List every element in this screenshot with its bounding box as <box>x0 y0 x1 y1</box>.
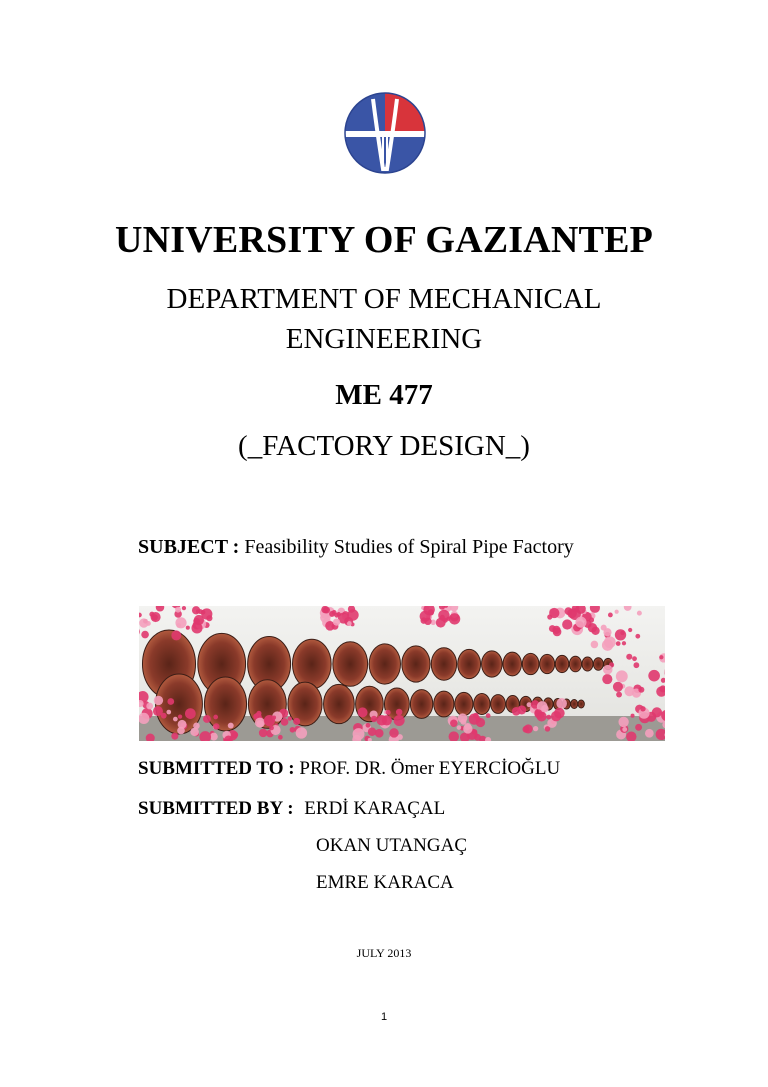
pipe-end <box>522 653 539 674</box>
blossom <box>394 715 405 726</box>
pipe-end <box>324 684 355 723</box>
blossom <box>332 610 337 615</box>
page-number: 1 <box>380 1011 388 1023</box>
blossom <box>290 727 296 733</box>
blossom <box>486 713 491 718</box>
blossom <box>549 608 559 618</box>
blossom <box>616 692 622 698</box>
blossom <box>185 708 196 719</box>
pipe-end <box>288 682 322 726</box>
blossom <box>603 665 613 675</box>
blossom <box>517 705 526 714</box>
blossom <box>635 634 640 639</box>
blossom <box>358 707 368 717</box>
blossom <box>190 727 199 736</box>
blossom <box>171 630 181 640</box>
blossom <box>166 710 171 715</box>
blossom <box>608 613 613 618</box>
blossom <box>640 706 645 711</box>
blossom <box>618 717 628 727</box>
pipe-end <box>482 651 503 677</box>
blossom <box>255 718 265 728</box>
pipe-end <box>474 694 490 715</box>
pipe-end <box>410 690 432 719</box>
department-line-2: ENGINEERING <box>285 323 483 355</box>
submitted-to-name: PROF. DR. Ömer EYERCİOĞLU <box>299 758 561 779</box>
pipe-end <box>491 695 506 714</box>
blossom <box>264 715 275 726</box>
blossom <box>556 698 567 709</box>
university-logo <box>343 91 427 175</box>
pipe-end <box>369 644 400 684</box>
blossom <box>178 715 182 719</box>
blossom <box>146 703 153 710</box>
blossom <box>213 723 219 729</box>
blossom <box>458 713 467 722</box>
blossom <box>171 733 178 740</box>
blossom <box>194 615 204 625</box>
report-date: JULY 2013 <box>356 946 412 960</box>
subject-block <box>138 532 608 562</box>
blossom <box>659 655 663 659</box>
spiral-pipe-photo <box>139 606 665 741</box>
team-member-1: ERDİ KARAÇAL <box>304 798 446 819</box>
blossom <box>645 729 654 738</box>
blossom <box>631 714 635 718</box>
team-member-2: OKAN UTANGAÇ <box>316 835 467 856</box>
blossom <box>632 656 637 661</box>
pipe-end <box>431 648 456 681</box>
pipe-end <box>434 691 454 717</box>
blossom <box>323 607 330 614</box>
blossom <box>604 636 616 648</box>
blossom <box>463 724 472 733</box>
pipe-end <box>540 654 555 673</box>
blossom <box>228 723 234 729</box>
blossom <box>256 711 261 716</box>
pipe-end <box>593 658 603 671</box>
blossom <box>622 641 626 645</box>
blossom <box>554 708 565 719</box>
blossom <box>622 727 627 732</box>
pipe-end <box>503 652 521 676</box>
submitted-by-label: SUBMITTED BY : <box>138 798 294 819</box>
pipe-end <box>333 642 368 687</box>
blossom <box>366 723 371 728</box>
blossom <box>173 717 178 722</box>
pipe-end <box>204 677 246 731</box>
blossom <box>648 670 660 682</box>
blossom <box>296 727 307 738</box>
blossom <box>624 686 634 696</box>
blossom <box>347 621 352 626</box>
blossom <box>424 618 431 625</box>
pipe-end <box>384 688 409 720</box>
pipe-end <box>402 646 430 682</box>
pipe-end <box>292 639 331 689</box>
blossom <box>524 724 533 733</box>
pipe-end <box>582 657 593 671</box>
blossom <box>203 715 211 723</box>
blossom <box>396 709 403 716</box>
blossom <box>626 654 632 660</box>
blossom <box>161 713 167 719</box>
blossom <box>377 715 387 725</box>
blossom <box>175 607 181 613</box>
blossom <box>616 641 621 646</box>
course-title: (_FACTORY DESIGN_) <box>238 430 530 462</box>
blossom <box>473 713 479 719</box>
blossom <box>457 725 462 730</box>
blossom <box>259 729 268 738</box>
blossom <box>389 728 398 737</box>
pipe-end <box>455 692 473 715</box>
pipe-end <box>555 655 568 672</box>
blossom <box>186 626 190 630</box>
blossom <box>210 733 218 741</box>
blossom <box>269 726 274 731</box>
blossom <box>141 631 149 639</box>
blossom <box>638 687 644 693</box>
subject-label: SUBJECT : <box>138 536 240 558</box>
blossom <box>546 715 551 720</box>
blossom <box>371 716 377 722</box>
blossom <box>293 718 300 725</box>
blossom <box>533 726 538 731</box>
blossom <box>368 727 376 735</box>
blossom <box>602 674 612 684</box>
department-line-1: DEPARTMENT OF MECHANICAL <box>166 283 602 315</box>
blossom <box>575 617 586 628</box>
blossom <box>591 641 599 649</box>
blossom <box>176 623 181 628</box>
blossom <box>565 607 573 615</box>
blossom <box>139 618 148 627</box>
pipe-end <box>571 699 578 708</box>
pipe-end <box>569 656 581 672</box>
pipe-end <box>458 649 481 678</box>
blossom <box>167 698 174 705</box>
blossom <box>450 720 457 727</box>
subject-text: Feasibility Studies of Spiral Pipe Factory <box>244 536 574 558</box>
pipe-end <box>578 700 584 708</box>
submitted-by <box>138 798 445 820</box>
blossom <box>613 682 623 692</box>
blossom <box>232 731 239 738</box>
blossom <box>615 629 626 640</box>
submitted-to <box>138 758 560 780</box>
blossom <box>449 613 460 624</box>
blossom <box>652 707 662 717</box>
blossom <box>288 716 292 720</box>
blossom <box>637 611 642 616</box>
blossom <box>549 625 556 632</box>
blossom <box>375 729 384 738</box>
university-name: UNIVERSITY OF GAZIANTEP <box>114 219 654 261</box>
blossom <box>154 696 163 705</box>
blossom <box>281 718 289 726</box>
blossom <box>562 619 572 629</box>
blossom <box>353 728 365 740</box>
blossom <box>603 628 611 636</box>
blossom <box>535 709 543 717</box>
blossom <box>151 612 161 622</box>
blossom <box>628 628 632 632</box>
blossom <box>213 715 218 720</box>
blossom <box>615 610 619 614</box>
submitted-to-label: SUBMITTED TO : <box>138 758 295 779</box>
blossom <box>616 670 628 682</box>
blossom <box>633 662 639 668</box>
blossom <box>178 720 187 729</box>
team-member-3: EMRE KARACA <box>316 872 454 893</box>
course-code: ME 477 <box>335 379 433 411</box>
blossom <box>440 615 445 620</box>
blossom <box>333 618 340 625</box>
blossom <box>182 606 186 610</box>
blossom <box>386 710 391 715</box>
blossom <box>635 724 642 731</box>
blossom <box>278 735 283 740</box>
blossom <box>541 705 549 713</box>
